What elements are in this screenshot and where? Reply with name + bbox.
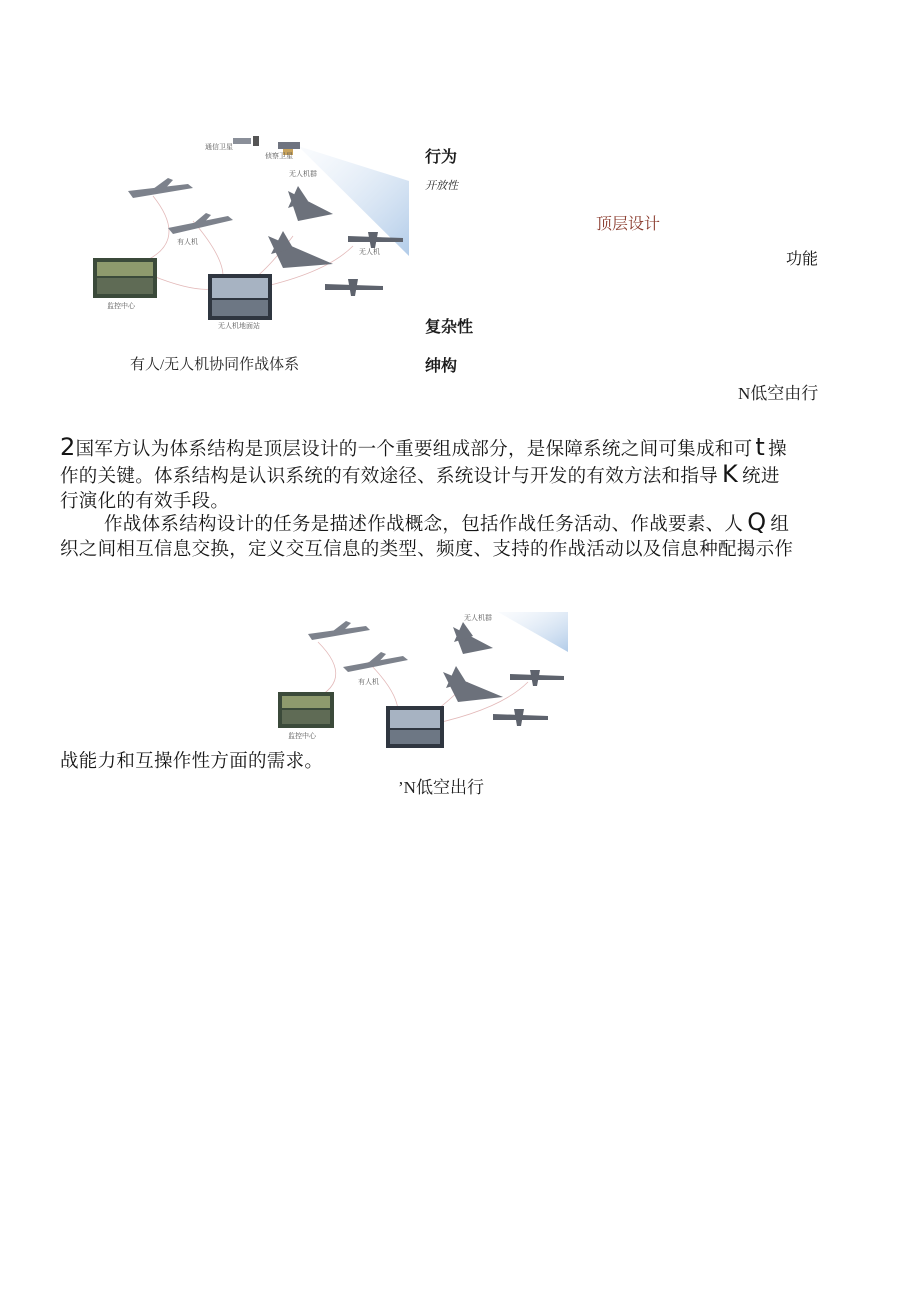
ocr-glyph: Q: [747, 508, 767, 536]
paragraph-design-task: [60, 510, 840, 562]
text-run: 作的关键。体系结构是认识系统的有效途径、系统设计与开发的有效方法和指导: [60, 466, 719, 487]
text-run: 操: [768, 439, 787, 460]
label-openness: 开放性: [425, 179, 458, 192]
paragraph-line: [60, 462, 840, 489]
paragraph-architecture: [60, 435, 840, 514]
label-function: 功能: [786, 249, 819, 268]
text-run: 组: [770, 514, 790, 535]
paragraph-requirements: [60, 749, 840, 774]
text-run: 统进: [742, 466, 780, 487]
label-route-2: ’N低空出行: [398, 778, 484, 797]
figure-label: 无人机: [359, 248, 380, 256]
figure-2-illustration: [278, 612, 568, 748]
figure-label: 无人机群: [464, 614, 492, 622]
figure-label: 通信卫星: [205, 143, 233, 151]
paragraph-line: 织之间相互信息交换，定义交互信息的类型、频度、支持的作战活动以及信息种配揭示作: [60, 539, 794, 560]
paragraph-line: 行演化的有效手段。: [60, 491, 230, 512]
label-behavior: 行为: [425, 147, 458, 166]
paragraph-line: [60, 510, 840, 537]
figure-label: 有人机: [177, 238, 198, 246]
ground-station-image: [386, 706, 444, 748]
label-top-design: 顶层设计: [596, 214, 661, 233]
figure-manned-unmanned-system-2: [278, 612, 568, 748]
figure-caption: 有人/无人机协同作战体系: [130, 357, 300, 373]
monitor-center-image: [278, 692, 334, 728]
figure-label: 监控中心: [288, 732, 316, 740]
text-run: 作战体系结构设计的任务是描述作战概念，包括作战任务活动、作战要素、人: [104, 514, 744, 535]
paragraph-line: 战能力和互操作性方面的需求。: [60, 751, 324, 772]
label-structure: 绅构: [425, 356, 458, 375]
figure-label: 无人机地面站: [218, 322, 260, 330]
figure-label: 无人机群: [289, 170, 317, 178]
ocr-glyph: t: [755, 433, 766, 461]
lead-number: 2: [60, 433, 76, 461]
figure-label: 监控中心: [107, 302, 135, 310]
ocr-glyph: K: [722, 460, 739, 488]
paragraph-line: [60, 435, 840, 462]
label-complexity: 复杂性: [425, 317, 474, 336]
figure-1-illustration: [93, 136, 409, 332]
monitor-center-image: [93, 258, 157, 298]
figure-label: 侦察卫星: [265, 152, 293, 160]
text-run: 国军方认为体系结构是顶层设计的一个重要组成部分，是保障系统之间可集成和可: [75, 439, 753, 460]
ground-station-image: [208, 274, 272, 320]
figure-manned-unmanned-system: [93, 136, 409, 332]
label-route: N低空由行: [738, 384, 819, 403]
figure-label: 有人机: [358, 678, 379, 686]
